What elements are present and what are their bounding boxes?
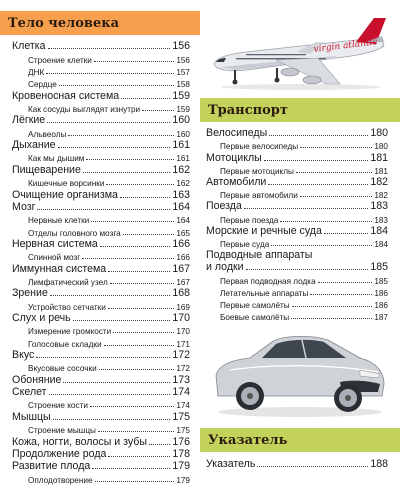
toc-entry-label: Первые велосипеды [220, 142, 299, 152]
toc-entry-page: 161 [176, 154, 190, 164]
section-title-transport: Транспорт [208, 102, 288, 118]
section-header-body [0, 11, 200, 35]
airplane-image [206, 12, 398, 92]
toc-entry [220, 188, 388, 200]
dot-leader [268, 184, 368, 185]
toc-entry [220, 298, 388, 310]
toc-entry-label: Лёгкие [12, 114, 46, 127]
toc-entry [12, 139, 190, 151]
toc-entry [206, 176, 388, 188]
dot-leader [47, 122, 170, 123]
dot-leader [36, 357, 170, 358]
dot-leader [68, 135, 174, 136]
toc-entry-label: Строение кости [28, 401, 88, 411]
toc-entry [12, 386, 190, 398]
toc-entry-label: Обоняние [12, 373, 62, 386]
dot-leader [292, 306, 373, 307]
toc-entry-page: 164 [176, 216, 190, 226]
dot-leader [53, 419, 171, 420]
toc-entry-page: 187 [374, 313, 388, 323]
toc-entry [12, 448, 190, 460]
toc-entry [28, 52, 190, 64]
toc-entry-page: 156 [176, 55, 190, 65]
toc-entry-label: Голосовые складки [28, 339, 102, 349]
toc-entry [12, 435, 190, 447]
toc-entry-page: 188 [370, 458, 388, 470]
toc-entry-label: и лодки [206, 261, 244, 274]
toc-entry [220, 212, 388, 224]
toc-entry [206, 127, 388, 139]
dot-leader [123, 234, 175, 235]
dot-leader [49, 394, 171, 395]
dot-leader [100, 246, 171, 247]
toc-entry-label: Нервные клетки [28, 216, 90, 226]
toc-entry-page: 158 [176, 80, 190, 90]
dot-leader [91, 221, 174, 222]
toc-entry [28, 77, 190, 89]
toc-entry-label: Измерение громкости [28, 327, 112, 337]
section-header-transport [200, 98, 400, 122]
toc-entry-page: 165 [176, 228, 190, 238]
toc-entry [12, 201, 190, 213]
toc-entry-page: 159 [176, 105, 190, 115]
dot-leader [94, 61, 174, 62]
toc-entry-page: 180 [374, 142, 388, 152]
toc-entry [206, 200, 388, 212]
airplane-livery-text: virgin atlantic [313, 37, 379, 55]
toc-entry-label: Дыхание [12, 139, 56, 152]
dot-leader [104, 345, 175, 346]
toc-entry-page: 186 [374, 300, 388, 310]
toc-entry-label: Поезда [206, 200, 242, 213]
toc-entry-page: 184 [374, 239, 388, 249]
toc-entry-label: Велосипеды [206, 127, 268, 140]
dot-leader [113, 332, 174, 333]
dot-leader [63, 382, 170, 383]
dot-leader [324, 233, 368, 234]
toc-entry-page: 160 [172, 114, 190, 127]
toc-entry [12, 262, 190, 274]
dot-leader [108, 308, 175, 309]
dot-leader [83, 172, 170, 173]
toc-entry [12, 114, 190, 126]
dot-leader [108, 456, 170, 457]
toc-entry-page: 167 [176, 277, 190, 287]
toc-entry-page: 169 [176, 302, 190, 312]
toc-entry-label: Спинной мозг [28, 253, 81, 263]
toc-entry [12, 238, 190, 250]
toc-entry-label: Продолжение рода [12, 447, 107, 460]
toc-entry-label: Вкусовые сосочки [28, 364, 97, 374]
dot-leader [58, 147, 171, 148]
dot-leader [50, 295, 170, 296]
dot-leader [108, 271, 170, 272]
toc-entry-page: 161 [172, 139, 190, 152]
toc-entry [28, 336, 190, 348]
toc-entry-page: 172 [176, 364, 190, 374]
toc-entry-page: 182 [374, 191, 388, 201]
dot-leader [264, 160, 369, 161]
toc-entry-page: 179 [176, 475, 190, 485]
toc-entry-page: 159 [172, 89, 190, 102]
toc-entry-page: 162 [176, 179, 190, 189]
toc-entry [206, 225, 388, 237]
dot-leader [310, 294, 372, 295]
toc-entry-label: Первые самолёты [220, 300, 290, 310]
toc-entry-page: 175 [172, 410, 190, 423]
dot-leader [291, 318, 372, 319]
toc-entry-page: 185 [374, 276, 388, 286]
toc-entry [28, 102, 190, 114]
toc-entry [12, 164, 190, 176]
toc-entry-page: 180 [370, 127, 388, 140]
toc-entry-label: Оплодотворение [28, 475, 93, 485]
toc-entry [206, 457, 388, 470]
toc-entry-label: Мотоциклы [206, 151, 262, 164]
toc-entry-label: Первые поезда [220, 215, 279, 225]
toc-entry-label: Первые мотоциклы [220, 166, 294, 176]
dot-leader [82, 258, 174, 259]
toc-entry-label: Как сосуды выглядят изнутри [28, 105, 141, 115]
toc-entry [12, 40, 190, 52]
toc-entry [12, 460, 190, 472]
toc-entry-page: 174 [172, 386, 190, 399]
toc-entry-page: 163 [172, 188, 190, 201]
toc-entry-label: Развитие плода [12, 460, 91, 473]
dot-leader [269, 135, 368, 136]
toc-entry-label: Мышцы [12, 410, 51, 423]
dot-leader [98, 431, 174, 432]
dot-leader [120, 197, 170, 198]
toc-entry [12, 411, 190, 423]
toc-entry-page: 176 [172, 435, 190, 448]
dot-leader [48, 48, 171, 49]
toc-entry-page: 160 [176, 129, 190, 139]
toc-entry-page: 170 [176, 327, 190, 337]
toc-entry [220, 286, 388, 298]
toc-entry-page: 168 [172, 287, 190, 300]
toc-entry [12, 373, 190, 385]
toc-entry [28, 176, 190, 188]
toc-entry-page: 164 [172, 200, 190, 213]
dot-leader [121, 98, 170, 99]
toc-entry-label: Как мы дышим [28, 154, 85, 164]
toc-entry-page: 170 [172, 312, 190, 325]
toc-entry-label: Клетка [12, 40, 46, 53]
toc-entry-page: 157 [176, 68, 190, 78]
dot-leader [110, 283, 175, 284]
toc-entry-page: 181 [374, 166, 388, 176]
toc-entry [12, 312, 190, 324]
toc-entry-label: Вкус [12, 349, 35, 362]
dot-leader [59, 85, 175, 86]
toc-entry-page: 172 [172, 349, 190, 362]
toc-entry [220, 273, 388, 285]
section-title-index: Указатель [208, 432, 288, 448]
toc-entry-label: Скелет [12, 386, 47, 399]
toc-entry [12, 188, 190, 200]
toc-entry-label: Очищение организма [12, 188, 118, 201]
toc-entry [12, 349, 190, 361]
toc-entry-label: Боевые самолёты [220, 313, 290, 323]
toc-entry-label: Подводные аппараты [206, 249, 313, 262]
toc-entry-page: 184 [370, 224, 388, 237]
toc-entry-label: Мозг [12, 200, 36, 213]
toc-entry [28, 65, 190, 77]
toc-entry-page: 173 [172, 373, 190, 386]
toc-entry-page: 185 [370, 261, 388, 274]
dot-leader [246, 269, 369, 270]
toc-entry-label: Лимфатический узел [28, 277, 108, 287]
toc-entry-page: 183 [374, 215, 388, 225]
dot-leader [142, 110, 174, 111]
toc-entry [206, 151, 388, 163]
toc-entry-label: Летательные аппараты [220, 288, 309, 298]
dot-leader [318, 282, 373, 283]
toc-entry [28, 250, 190, 262]
toc-entry-label: Устройство сетчатки [28, 302, 106, 312]
toc-entry-page: 181 [370, 151, 388, 164]
toc-entry-label: Строение мышцы [28, 426, 96, 436]
dot-leader [95, 481, 175, 482]
toc-entry [220, 164, 388, 176]
toc-entry [28, 213, 190, 225]
toc-entry-page: 183 [370, 200, 388, 213]
toc-entry-label: Сердце [28, 80, 57, 90]
dot-leader [271, 245, 372, 246]
toc-entry-page: 178 [172, 447, 190, 460]
toc-entry-label: ДНК [28, 68, 45, 78]
toc-entry [220, 310, 388, 322]
toc-entry [206, 249, 388, 261]
section-header-index [200, 428, 400, 452]
toc-entry-page: 166 [176, 253, 190, 263]
toc-entry-label: Альвеолы [28, 129, 67, 139]
toc-entry-label: Строение клетки [28, 55, 92, 65]
toc-entry [12, 287, 190, 299]
toc-entry [28, 275, 190, 287]
dot-leader [106, 184, 174, 185]
section-title-body: Тело человека [8, 15, 120, 31]
toc-entry-label: Нервная система [12, 237, 98, 250]
dot-leader [296, 172, 372, 173]
dot-leader [257, 466, 368, 467]
dot-leader [244, 208, 368, 209]
toc-entry [206, 261, 388, 273]
toc-entry-page: 175 [176, 426, 190, 436]
toc-entry-page: 174 [176, 401, 190, 411]
car-image [210, 326, 390, 418]
toc-entry [28, 423, 190, 435]
toc-entry-page: 166 [172, 237, 190, 250]
toc-entry [28, 299, 190, 311]
toc-entry-page: 186 [374, 288, 388, 298]
toc-entry [28, 324, 190, 336]
toc-entry [12, 89, 190, 101]
dot-leader [300, 147, 372, 148]
toc-entry-label: Первая подводная лодка [220, 276, 316, 286]
toc-entry-label: Зрение [12, 287, 48, 300]
toc-entry-label: Первые автомобили [220, 191, 298, 201]
dot-leader [300, 196, 373, 197]
dot-leader [149, 444, 170, 445]
toc-entry-label: Кишечные ворсинки [28, 179, 105, 189]
toc-entry [28, 151, 190, 163]
toc-entry-label: Морские и речные суда [206, 224, 322, 237]
dot-leader [46, 73, 174, 74]
dot-leader [99, 369, 175, 370]
toc-entry-page: 167 [172, 262, 190, 275]
dot-leader [37, 209, 170, 210]
toc-entry-label: Кровеносная система [12, 89, 120, 102]
toc-entry [28, 472, 190, 484]
toc-entry-label: Первые суда [220, 239, 270, 249]
toc-entry-page: 171 [176, 339, 190, 349]
toc-entry-label: Иммунная система [12, 262, 107, 275]
toc-entry-label: Слух и речь [12, 312, 71, 325]
toc-entry-label: Пищеварение [12, 163, 81, 176]
toc-entry [220, 139, 388, 151]
toc-entry-page: 182 [370, 175, 388, 188]
toc-entry-page: 162 [172, 163, 190, 176]
toc-entry-label: Указатель [206, 458, 256, 470]
toc-entry-page: 179 [172, 460, 190, 473]
toc-entry [28, 126, 190, 138]
toc-entry [220, 237, 388, 249]
dot-leader [92, 468, 170, 469]
dot-leader [280, 221, 372, 222]
dot-leader [73, 320, 171, 321]
dot-leader [86, 159, 174, 160]
toc-entry-label: Кожа, ногти, волосы и зубы [12, 435, 147, 448]
toc-entry [28, 398, 190, 410]
toc-entry-label: Автомобили [206, 175, 267, 188]
toc-entry-page: 156 [172, 40, 190, 53]
dot-leader [90, 406, 174, 407]
toc-entry-label: Отделы головного мозга [28, 228, 121, 238]
toc-entry [28, 225, 190, 237]
toc-entry [28, 361, 190, 373]
